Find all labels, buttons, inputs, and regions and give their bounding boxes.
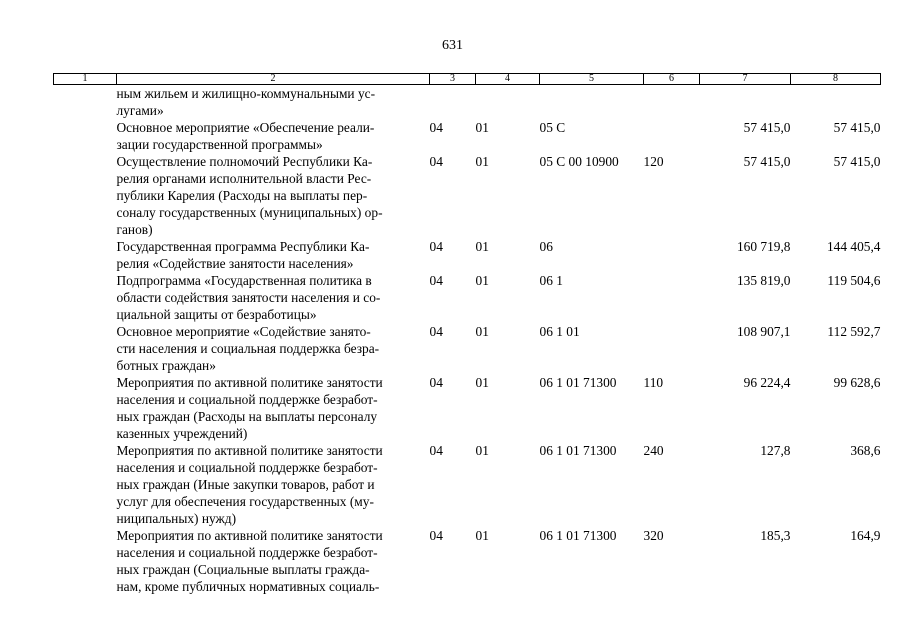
cell-subsection: 01 bbox=[475, 324, 489, 339]
cell-amount-year-1: 160 719,8 bbox=[736, 239, 791, 254]
cell-name bbox=[117, 442, 430, 527]
cell-amount-year-2: 164,9 bbox=[850, 528, 881, 543]
cell-expense-type bbox=[644, 85, 700, 120]
page-number: 631 bbox=[442, 38, 463, 53]
cell-amount-year-1: 57 415,0 bbox=[743, 154, 791, 169]
name-line: циальной защиты от безработицы» bbox=[116, 307, 317, 322]
table-row bbox=[54, 238, 881, 272]
cell-target-article: 06 1 01 71300 bbox=[539, 375, 617, 390]
name-line: Мероприятия по активной политике занятости bbox=[116, 443, 383, 458]
cell-expense-type bbox=[644, 119, 700, 153]
cell-amount-year-1: 127,8 bbox=[760, 443, 791, 458]
table-row bbox=[54, 153, 881, 238]
cell-amount-year-2: 144 405,4 bbox=[826, 239, 881, 254]
cell-number bbox=[54, 442, 117, 527]
cell-number bbox=[54, 238, 117, 272]
table-row bbox=[54, 85, 881, 120]
name-line: ниципальных) нужд) bbox=[116, 511, 237, 526]
cell-target-article: 06 1 bbox=[539, 273, 563, 288]
cell-number bbox=[54, 272, 117, 323]
cell-expense-type bbox=[644, 238, 700, 272]
name-line: Мероприятия по активной политике занятости bbox=[116, 375, 383, 390]
cell-expense-type: 240 bbox=[643, 443, 664, 458]
name-line: населения и социальной поддержке безработ- bbox=[116, 460, 378, 475]
cell-section: 04 bbox=[429, 324, 443, 339]
cell-name bbox=[117, 374, 430, 442]
cell-number bbox=[54, 527, 117, 595]
table-row bbox=[54, 272, 881, 323]
cell-section: 04 bbox=[429, 239, 443, 254]
cell-subsection: 01 bbox=[475, 375, 489, 390]
column-header: 2 bbox=[117, 74, 430, 85]
cell-amount-year-2: 99 628,6 bbox=[833, 375, 881, 390]
table-body bbox=[54, 85, 881, 596]
cell-target-article: 06 1 01 71300 bbox=[539, 528, 617, 543]
cell-name bbox=[117, 238, 430, 272]
cell-amount-year-2: 57 415,0 bbox=[833, 120, 881, 135]
name-line: области содействия занятости населения и со- bbox=[116, 290, 381, 305]
name-line: ботных граждан» bbox=[116, 358, 216, 373]
table-row bbox=[54, 119, 881, 153]
cell-section bbox=[430, 85, 476, 120]
column-header: 7 bbox=[700, 74, 791, 85]
cell-number bbox=[54, 323, 117, 374]
name-line: релия «Содействие занятости населения» bbox=[116, 256, 354, 271]
cell-subsection: 01 bbox=[475, 443, 489, 458]
name-line: ных граждан (Иные закупки товаров, работ и bbox=[116, 477, 375, 492]
column-header: 4 bbox=[476, 74, 540, 85]
cell-subsection: 01 bbox=[475, 239, 489, 254]
cell-expense-type bbox=[644, 272, 700, 323]
name-line: населения и социальной поддержке безработ- bbox=[116, 392, 378, 407]
cell-section: 04 bbox=[429, 375, 443, 390]
cell-amount-year-2 bbox=[791, 85, 881, 120]
cell-amount-year-2: 57 415,0 bbox=[833, 154, 881, 169]
name-line: соналу государственных (муниципальных) ор- bbox=[116, 205, 383, 220]
cell-name bbox=[117, 323, 430, 374]
cell-name bbox=[117, 527, 430, 595]
cell-amount-year-1: 96 224,4 bbox=[743, 375, 791, 390]
cell-target-article: 05 С 00 10900 bbox=[539, 154, 619, 169]
name-line: Подпрограмма «Государственная политика в bbox=[116, 273, 372, 288]
name-line: нам, кроме публичных нормативных социаль- bbox=[116, 579, 380, 594]
cell-name bbox=[117, 119, 430, 153]
name-line: ганов) bbox=[116, 222, 153, 237]
cell-section: 04 bbox=[429, 443, 443, 458]
cell-amount-year-1: 57 415,0 bbox=[743, 120, 791, 135]
name-line: ным жильем и жилищно-коммунальными ус- bbox=[116, 86, 376, 101]
cell-expense-type: 110 bbox=[643, 375, 664, 390]
cell-section: 04 bbox=[429, 273, 443, 288]
table-row bbox=[54, 323, 881, 374]
name-line: лугами» bbox=[116, 103, 164, 118]
name-line: Основное мероприятие «Обеспечение реали- bbox=[116, 120, 375, 135]
cell-number bbox=[54, 119, 117, 153]
cell-amount-year-1: 108 907,1 bbox=[736, 324, 791, 339]
cell-amount-year-1: 185,3 bbox=[760, 528, 791, 543]
cell-target-article: 06 1 01 bbox=[539, 324, 580, 339]
name-line: Мероприятия по активной политике занятости bbox=[116, 528, 383, 543]
cell-amount-year-2: 119 504,6 bbox=[827, 273, 881, 288]
cell-name bbox=[117, 153, 430, 238]
cell-amount-year-2: 368,6 bbox=[850, 443, 881, 458]
cell-number bbox=[54, 374, 117, 442]
cell-section: 04 bbox=[429, 154, 443, 169]
cell-section: 04 bbox=[429, 120, 443, 135]
name-line: услуг для обеспечения государственных (му- bbox=[116, 494, 374, 509]
table-row bbox=[54, 374, 881, 442]
cell-name bbox=[117, 272, 430, 323]
name-line: населения и социальной поддержке безработ- bbox=[116, 545, 378, 560]
name-line: сти населения и социальная поддержка безра- bbox=[116, 341, 380, 356]
cell-target-article: 06 1 01 71300 bbox=[539, 443, 617, 458]
name-line: релия органами исполнительной власти Рес- bbox=[116, 171, 372, 186]
column-header: 8 bbox=[791, 74, 881, 85]
name-line: зации государственной программы» bbox=[116, 137, 323, 152]
cell-subsection: 01 bbox=[475, 154, 489, 169]
name-line: ных граждан (Расходы на выплаты персоналу bbox=[116, 409, 378, 424]
cell-number bbox=[54, 153, 117, 238]
cell-amount-year-2: 112 592,7 bbox=[827, 324, 881, 339]
column-header: 5 bbox=[540, 74, 644, 85]
cell-subsection: 01 bbox=[475, 120, 489, 135]
column-header: 3 bbox=[430, 74, 476, 85]
column-header: 6 bbox=[644, 74, 700, 85]
cell-number bbox=[54, 85, 117, 120]
cell-expense-type: 320 bbox=[643, 528, 664, 543]
header-row bbox=[54, 74, 881, 85]
name-line: казенных учреждений) bbox=[116, 426, 248, 441]
table-row bbox=[54, 527, 881, 595]
cell-name bbox=[117, 85, 430, 120]
cell-target-article: 06 bbox=[539, 239, 553, 254]
cell-target-article: 05 С bbox=[539, 120, 566, 135]
cell-amount-year-1: 135 819,0 bbox=[736, 273, 791, 288]
name-line: публики Карелия (Расходы на выплаты пер- bbox=[116, 188, 368, 203]
cell-subsection: 01 bbox=[475, 273, 489, 288]
cell-section: 04 bbox=[429, 528, 443, 543]
budget-table bbox=[53, 73, 881, 595]
cell-subsection bbox=[476, 85, 540, 120]
cell-target-article bbox=[540, 85, 644, 120]
name-line: Осуществление полномочий Республики Ка- bbox=[116, 154, 373, 169]
cell-subsection: 01 bbox=[475, 528, 489, 543]
cell-expense-type: 120 bbox=[643, 154, 664, 169]
name-line: Государственная программа Республики Ка- bbox=[116, 239, 370, 254]
cell-expense-type bbox=[644, 323, 700, 374]
name-line: ных граждан (Социальные выплаты гражда- bbox=[116, 562, 370, 577]
table-row bbox=[54, 442, 881, 527]
column-header: 1 bbox=[54, 74, 117, 85]
cell-amount-year-1 bbox=[700, 85, 791, 120]
name-line: Основное мероприятие «Содействие занято- bbox=[116, 324, 371, 339]
